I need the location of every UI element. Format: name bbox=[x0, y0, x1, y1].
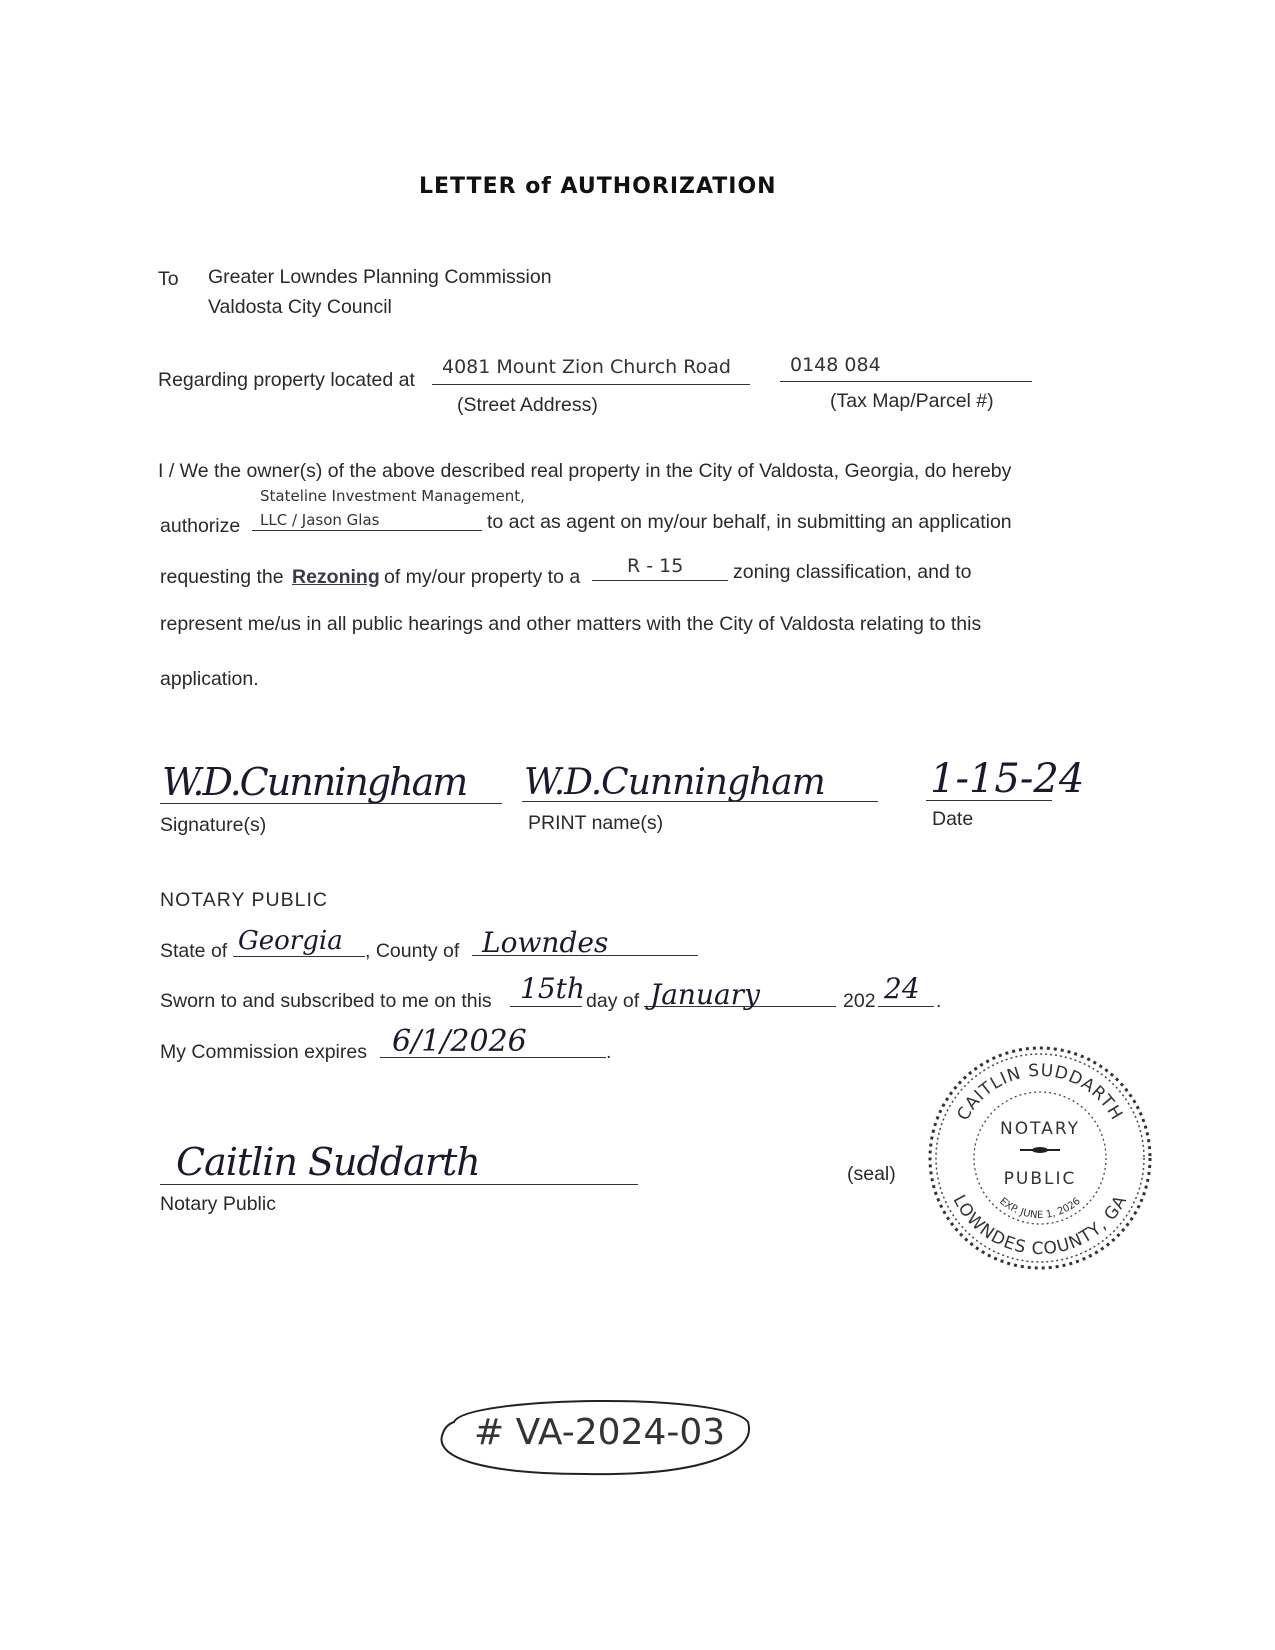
seal-pen-icon bbox=[1020, 1147, 1060, 1153]
date-caption: Date bbox=[932, 808, 974, 830]
seal-expiration: EXP. JUNE 1, 2026 bbox=[997, 1195, 1083, 1222]
paragraph-line-4: represent me/us in all public hearings and other matters with the City of Valdosta relating to this bbox=[160, 613, 982, 635]
agent-name-line-2: LLC / Jason Glas bbox=[260, 511, 380, 529]
seal-center-top: NOTARY bbox=[1000, 1119, 1080, 1139]
property-label: Regarding property located at bbox=[158, 369, 415, 391]
notary-signature-underline bbox=[160, 1184, 638, 1185]
date-underline bbox=[926, 800, 1052, 801]
zoning-class: R - 15 bbox=[627, 555, 684, 577]
seal-bottom-text: LOWNDES COUNTY, GA bbox=[948, 1191, 1132, 1260]
owner-signature: W.D.Cunningham bbox=[162, 760, 467, 804]
day-of-label: day of bbox=[586, 990, 640, 1012]
to-label: To bbox=[158, 268, 179, 290]
notary-day: 15th bbox=[520, 972, 585, 1005]
notary-heading: NOTARY PUBLIC bbox=[160, 889, 328, 911]
expires-label: My Commission expires bbox=[160, 1041, 367, 1063]
parcel-number: 0148 084 bbox=[790, 354, 881, 376]
notary-state: Georgia bbox=[238, 926, 343, 956]
seal-label: (seal) bbox=[847, 1163, 896, 1185]
signature-caption: Signature(s) bbox=[160, 814, 267, 836]
sworn-label: Sworn to and subscribed to me on this bbox=[160, 990, 492, 1012]
year-prefix: 202 bbox=[843, 990, 876, 1012]
print-caption: PRINT name(s) bbox=[528, 812, 664, 834]
notary-year: 24 bbox=[884, 972, 920, 1005]
day-underline bbox=[510, 1006, 582, 1007]
notary-county: Lowndes bbox=[482, 926, 609, 959]
rezoning-link[interactable]: Rezoning bbox=[292, 566, 380, 588]
property-address: 4081 Mount Zion Church Road bbox=[442, 356, 731, 378]
page-title: LETTER of AUTHORIZATION bbox=[419, 174, 777, 199]
print-underline bbox=[522, 801, 878, 802]
state-underline bbox=[233, 956, 365, 957]
agent-name-line-1: Stateline Investment Management, bbox=[260, 487, 525, 505]
parcel-caption: (Tax Map/Parcel #) bbox=[830, 390, 994, 412]
seal-center-bottom: PUBLIC bbox=[1003, 1169, 1077, 1189]
expires-period: . bbox=[606, 1041, 612, 1063]
recipient-line-1: Greater Lowndes Planning Commission bbox=[208, 266, 552, 288]
paragraph-line-1: I / We the owner(s) of the above described real property in the City of Valdosta, Georgia, do hereby bbox=[158, 460, 1012, 482]
paragraph-line-3-suffix: zoning classification, and to bbox=[733, 561, 972, 583]
seal-top-text: CAITLIN SUDDARTH bbox=[953, 1060, 1127, 1125]
authorize-label: authorize bbox=[160, 515, 241, 537]
zoning-underline bbox=[592, 580, 728, 581]
notary-public-caption: Notary Public bbox=[160, 1193, 276, 1215]
state-label: State of bbox=[160, 940, 228, 962]
case-number: # VA-2024-03 bbox=[474, 1412, 726, 1453]
signature-underline bbox=[160, 803, 502, 804]
notary-seal bbox=[924, 1042, 1156, 1274]
commission-expiration: 6/1/2026 bbox=[392, 1024, 527, 1059]
paragraph-line-3-mid: of my/our property to a bbox=[384, 566, 581, 588]
year-underline bbox=[878, 1006, 934, 1007]
address-caption: (Street Address) bbox=[457, 394, 598, 416]
notary-month: January bbox=[650, 978, 760, 1011]
notary-signature: Caitlin Suddarth bbox=[176, 1140, 480, 1184]
paragraph-line-5: application. bbox=[160, 668, 259, 690]
county-label: , County of bbox=[365, 940, 460, 962]
paragraph-line-3-prefix: requesting the bbox=[160, 566, 284, 588]
signature-date: 1-15-24 bbox=[930, 756, 1085, 802]
address-underline bbox=[432, 384, 750, 385]
parcel-underline bbox=[780, 381, 1032, 382]
sworn-period: . bbox=[936, 990, 942, 1012]
printed-name: W.D.Cunningham bbox=[524, 762, 825, 803]
recipient-line-2: Valdosta City Council bbox=[208, 296, 392, 318]
agent-underline bbox=[252, 530, 482, 531]
paragraph-line-2: to act as agent on my/our behalf, in submitting an application bbox=[487, 511, 1012, 533]
